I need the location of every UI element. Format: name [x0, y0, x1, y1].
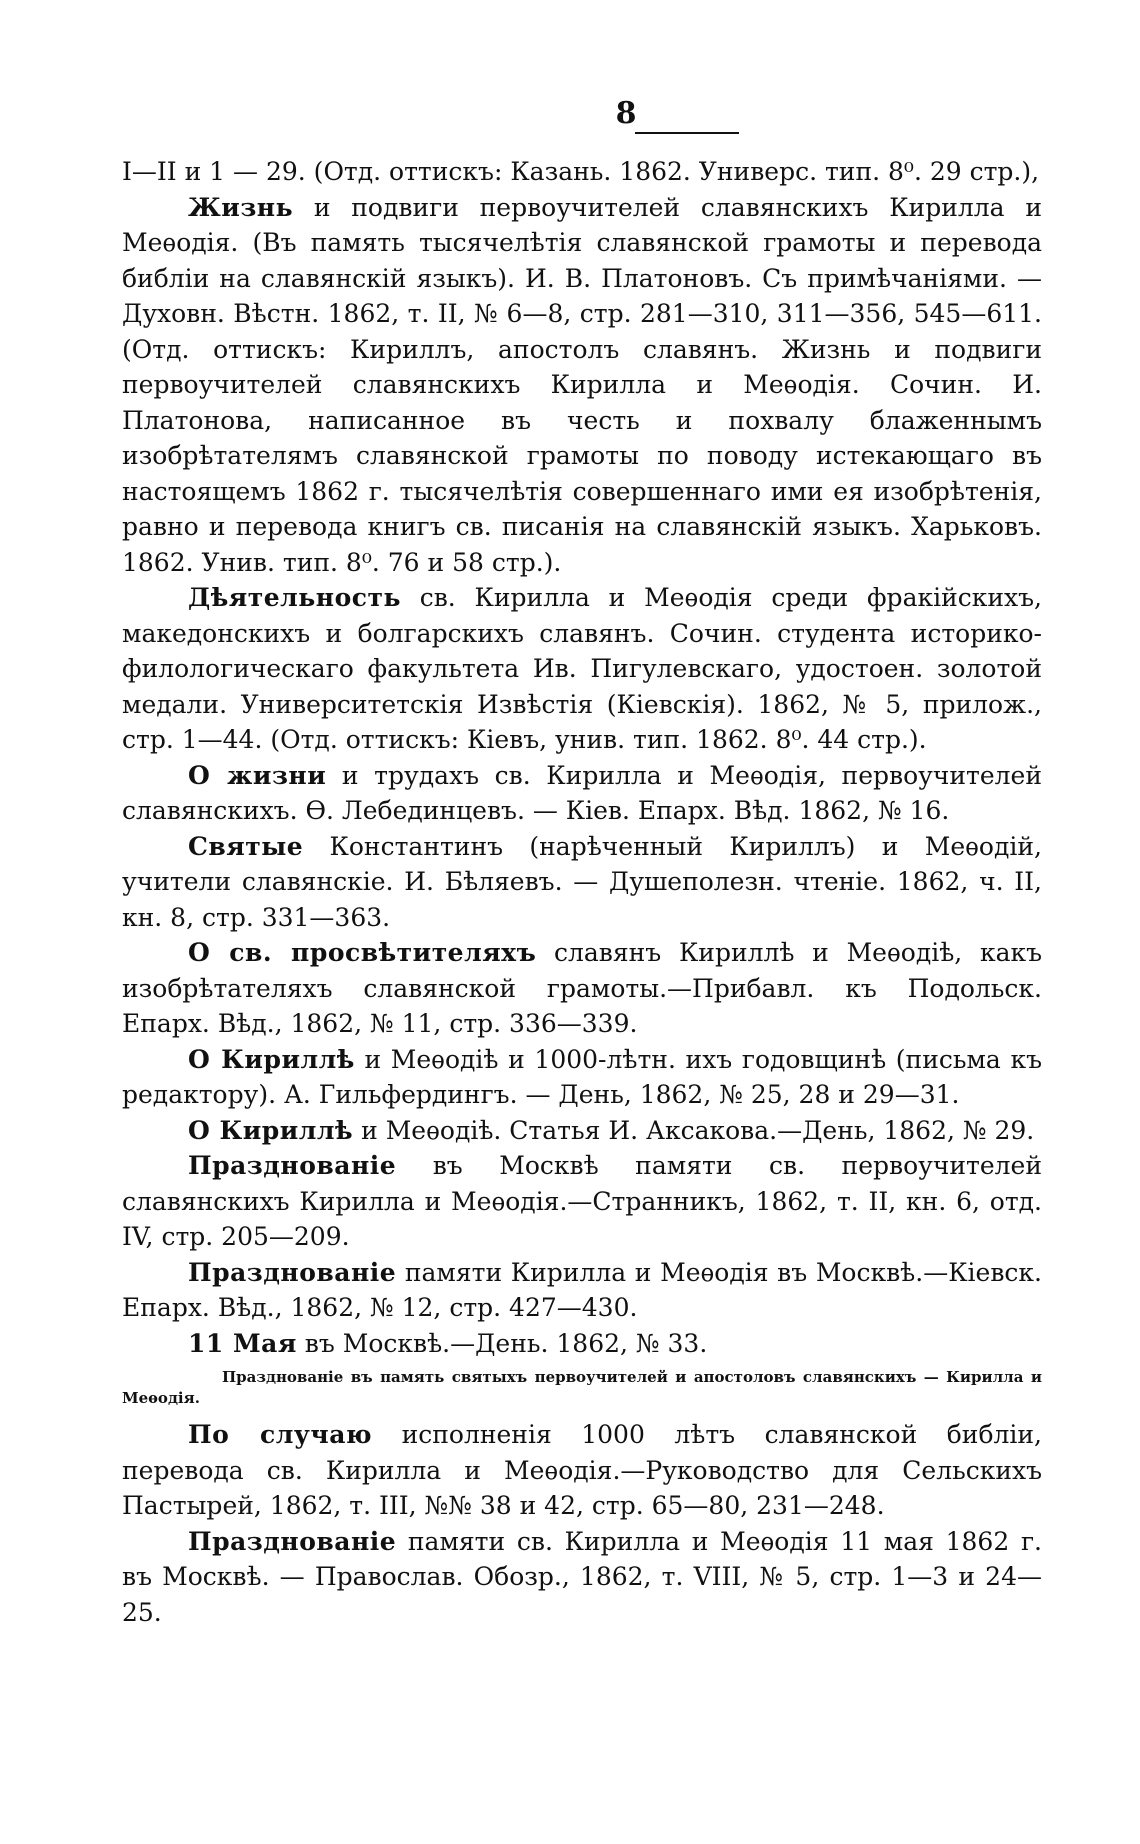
- bibliography-entry: [122, 1417, 1042, 1524]
- entry-title: Празднованіе: [188, 1526, 397, 1556]
- bibliography-entry: [122, 1042, 1042, 1113]
- bibliography-entry: [122, 1113, 1042, 1149]
- entry-title: Дѣятельность: [188, 583, 401, 612]
- entry-text: славянъ Кириллѣ и Меѳодіѣ, какъ изобрѣтателяхъ славянской грамоты.—Прибавл. къ Подольск. Епарх. Вѣд., 1862, № 11, стр. 336—339.: [122, 938, 1043, 1038]
- entry-title: Празднованіе: [188, 1257, 397, 1287]
- bibliography-entry: [122, 1326, 1042, 1362]
- bibliography-entry: [122, 829, 1042, 936]
- bibliography-entry: [122, 758, 1042, 829]
- bibliography-entry: [122, 1255, 1042, 1326]
- bibliography-entry: [122, 1524, 1042, 1631]
- entry-title: 11 Мая: [188, 1328, 297, 1358]
- entry-title: О Кириллѣ: [188, 1115, 354, 1145]
- entry-title: О жизни: [188, 760, 327, 790]
- bibliography-entry: [122, 1148, 1042, 1255]
- entry-text: I—II и 1 — 29. (Отд. оттискъ: Казань. 1862. Универс. тип. 8⁰. 29 стр.),: [122, 157, 1040, 186]
- entry-text: и Меѳодіѣ и 1000-лѣтн. ихъ годовщинѣ (письма къ редактору). А. Гильфердингъ. — День, 1862, № 25, 28 и 29—31.: [122, 1044, 1043, 1109]
- page-number: 8: [615, 96, 637, 131]
- entry-title: Святые: [188, 831, 304, 861]
- entry-text: въ Москвѣ.—День. 1862, № 33.: [304, 1328, 708, 1358]
- entry-text: памяти св. Кирилла и Меѳодія 11 мая 1862 г. въ Москвѣ. — Православ. Обозр., 1862, т. VIII, № 5, стр. 1—3 и 24—25.: [122, 1526, 1042, 1627]
- bibliography-entry: [122, 154, 1042, 190]
- entry-note: Празднованіе въ память святыхъ первоучителей и апостоловъ славянскихъ — Кирилла и Меѳодія.: [122, 1368, 1042, 1407]
- entry-text: св. Кирилла и Меѳодія среди фракійскихъ, македонскихъ и болгарскихъ славянъ. Сочин. студента историко-филологическаго факультета Ив. Пигулевскаго, удостоен. золотой медали. Университетскія Извѣстія (Кіевскія). 1862, № 5, прилож., стр. 1—44. (Отд. оттискъ: Кіевъ, унив. тип. 1862. 8⁰. 44 стр.).: [122, 583, 1042, 754]
- entry-title: О Кириллѣ: [188, 1044, 355, 1074]
- bibliography-entry: [122, 580, 1042, 758]
- header-rule: [635, 132, 739, 134]
- entry-text: и Меѳодіѣ. Статья И. Аксакова.—День, 1862, № 29.: [361, 1115, 1035, 1145]
- entry-title: Празднованіе: [188, 1151, 397, 1180]
- entry-title: По случаю: [188, 1420, 373, 1449]
- entry-text: Константинъ (нарѣченный Кириллъ) и Меѳодій, учители славянскіе. И. Бѣляевъ. — Душеполезн. чтеніе. 1862, ч. II, кн. 8, стр. 331—363.: [122, 831, 1042, 932]
- entry-text: памяти Кирилла и Меѳодія въ Москвѣ.—Кіевск. Епарх. Вѣд., 1862, № 12, стр. 427—430.: [122, 1257, 1042, 1322]
- entry-text: въ Москвѣ памяти св. первоучителей славянскихъ Кирилла и Меѳодія.—Странникъ, 1862, т. II, кн. 6, отд. IV, стр. 205—209.: [122, 1151, 1042, 1251]
- entry-text: и подвиги первоучителей славянскихъ Кирилла и Меѳодія. (Въ память тысячелѣтія славянской грамоты и перевода библіи на славянскій языкъ). И. В. Платоновъ. Съ примѣчаніями. — Духовн. Вѣстн. 1862, т. II, № 6—8, стр. 281—310, 311—356, 545—611. (Отд. оттискъ: Кириллъ, апостолъ славянъ. Жизнь и подвиги первоучителей славянскихъ Кирилла и Меѳодія. Сочин. И. Платонова, написанное въ честь и похвалу блаженнымъ изобрѣтателямъ славянской грамоты по поводу истекающаго въ настоящемъ 1862 г. тысячелѣтія совершеннаго ими ея изобрѣтенія, равно и перевода книгъ св. писанія на славянскій языкъ. Харьковъ. 1862. Унив. тип. 8⁰. 76 и 58 стр.).: [122, 192, 1042, 577]
- bibliography-entry: [122, 935, 1042, 1042]
- entry-text: и трудахъ св. Кирилла и Меѳодія, первоучителей славянскихъ. Ѳ. Лебединцевъ. — Кіев. Епарх. Вѣд. 1862, № 16.: [122, 760, 1042, 825]
- entry-text: исполненія 1000 лѣтъ славянской библіи, перевода св. Кирилла и Меѳодія.—Руководство для Сельскихъ Пастырей, 1862, т. III, №№ 38 и 42, стр. 65—80, 231—248.: [122, 1420, 1042, 1520]
- entry-title: О св. просвѣтителяхъ: [188, 938, 537, 967]
- bibliography-entry: [122, 190, 1042, 581]
- entry-title: Жизнь: [188, 192, 294, 222]
